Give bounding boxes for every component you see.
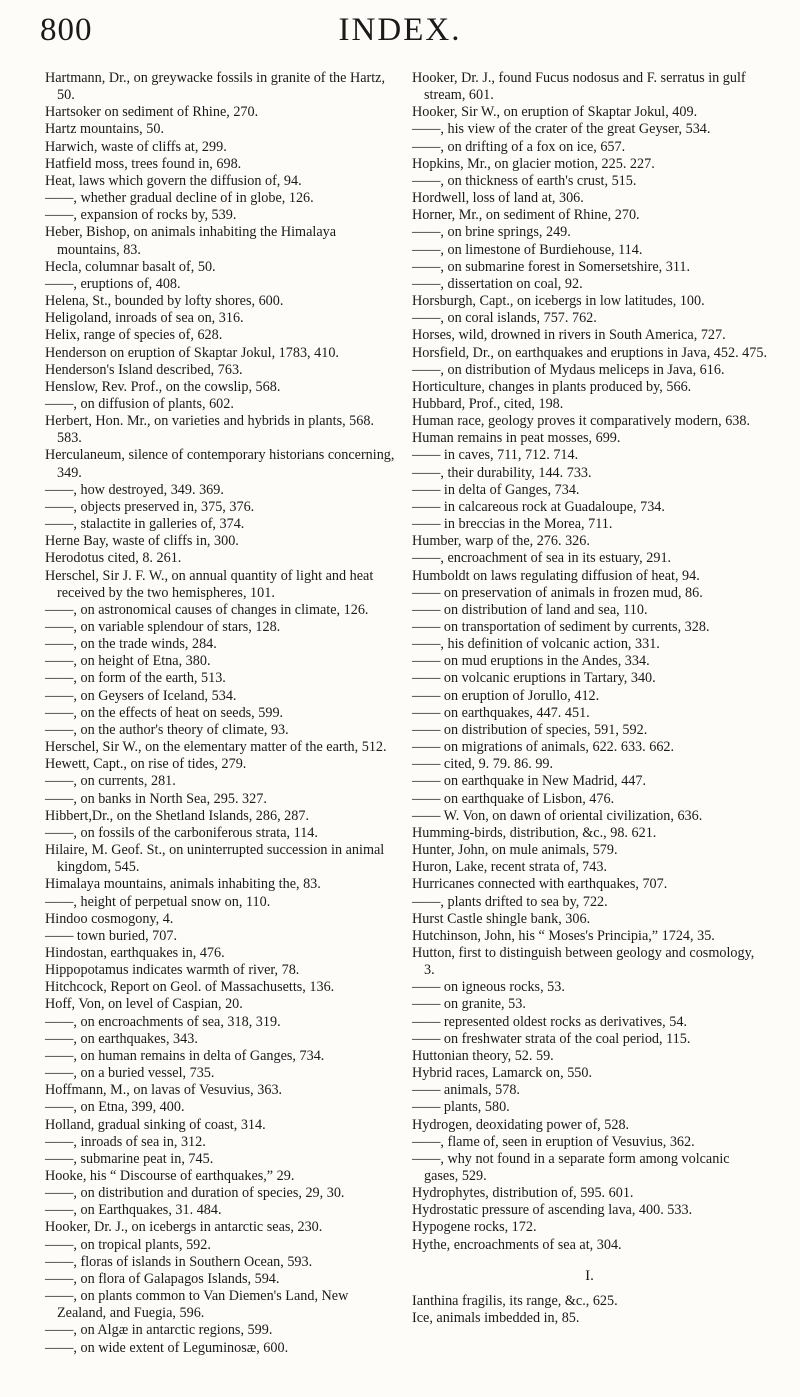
index-entry: Hydrostatic pressure of ascending lava, 400. 533.	[412, 1202, 693, 1219]
index-entry: ——, on the trade winds, 284.	[45, 636, 217, 653]
index-entry: Herodotus cited, 8. 261.	[45, 550, 182, 567]
section-letter: I.	[585, 1267, 594, 1284]
page-number: 800	[40, 12, 93, 48]
index-entry: —— in delta of Ganges, 734.	[412, 481, 580, 498]
index-entry: Hartmann, Dr., on greywacke fossils in granite of the Hartz, 50.	[45, 70, 386, 104]
index-entry: ——, on a buried vessel, 735.	[45, 1065, 215, 1082]
index-entry: Herschel, Sir W., on the elementary matter of the earth, 512.	[45, 739, 387, 756]
index-entry: Heligoland, inroads of sea on, 316.	[45, 310, 244, 327]
index-entry: Hurst Castle shingle bank, 306.	[412, 910, 591, 927]
right-column-entries	[412, 70, 767, 1254]
index-entry: ——, on variable splendour of stars, 128.	[45, 619, 281, 635]
index-entry: ——, on banks in North Sea, 295. 327.	[45, 790, 267, 807]
index-entry: —— represented oldest rocks as derivatives, 54.	[412, 1013, 688, 1030]
index-entry: Hordwell, loss of land at, 306.	[412, 190, 584, 207]
index-entry: Humboldt on laws regulating diffusion of heat, 94.	[412, 567, 700, 584]
index-entry: Horsfield, Dr., on earthquakes and eruptions in Java, 452. 475.	[412, 344, 768, 361]
index-entry: Herbert, Hon. Mr., on varieties and hybrids in plants, 568. 583.	[45, 413, 375, 447]
index-entry: ——, floras of islands in Southern Ocean, 593.	[45, 1253, 313, 1270]
index-entry: ——, on plants common to Van Diemen's Land, New Zealand, and Fuegia, 596.	[45, 1288, 349, 1322]
page-header	[40, 12, 760, 52]
index-entry: —— W. Von, on dawn of oriental civilization, 636.	[412, 807, 703, 824]
index-entry: Henderson's Island described, 763.	[45, 361, 243, 378]
index-entry: Harwich, waste of cliffs at, 299.	[45, 138, 227, 155]
index-entry: Hydrogen, deoxidating power of, 528.	[412, 1116, 630, 1133]
index-entry: Humber, warp of the, 276. 326.	[412, 533, 590, 550]
index-entry: Hooker, Dr. J., on icebergs in antarctic seas, 230.	[45, 1219, 323, 1236]
index-entry: Hoffmann, M., on lavas of Vesuvius, 363.	[45, 1082, 283, 1099]
index-entry: ——, how destroyed, 349. 369.	[45, 481, 224, 498]
index-entry: —— in calcareous rock at Guadaloupe, 734.	[412, 498, 665, 515]
index-entry: ——, on height of Etna, 380.	[45, 653, 211, 670]
index-entry: Hibbert,Dr., on the Shetland Islands, 286, 287.	[45, 807, 310, 824]
index-entry: Heat, laws which govern the diffusion of, 94.	[45, 172, 302, 189]
index-entry: Helena, St., bounded by lofty shores, 600.	[45, 293, 284, 310]
index-entry: Human remains in peat mosses, 699.	[412, 430, 621, 447]
index-entry: Hooker, Sir W., on eruption of Skaptar Jokul, 409.	[412, 104, 698, 121]
index-entry: Hooker, Dr. J., found Fucus nodosus and F. serratus in gulf stream, 601.	[412, 70, 746, 104]
index-entry: Hubbard, Prof., cited, 198.	[412, 395, 564, 412]
index-entry: ——, their durability, 144. 733.	[412, 464, 592, 481]
index-entry: —— in caves, 711, 712. 714.	[412, 447, 579, 464]
index-entry: Ianthina fragilis, its range, &c., 625.	[412, 1292, 618, 1309]
index-entry: Horses, wild, drowned in rivers in South America, 727.	[412, 327, 726, 344]
index-entry: Ice, animals imbedded in, 85.	[412, 1310, 580, 1327]
index-entry: ——, expansion of rocks by, 539.	[45, 207, 237, 224]
index-entry: ——, on currents, 281.	[45, 773, 176, 790]
index-entry: —— animals, 578.	[412, 1082, 520, 1099]
index-entry: Holland, gradual sinking of coast, 314.	[45, 1116, 266, 1133]
index-entry: ——, dissertation on coal, 92.	[412, 275, 583, 292]
index-entry: —— on distribution of land and sea, 110.	[412, 601, 648, 618]
index-entry: ——, on earthquakes, 343.	[45, 1030, 198, 1047]
index-entry: —— on volcanic eruptions in Tartary, 340.	[412, 670, 656, 687]
index-entry: —— on transportation of sediment by currents, 328.	[412, 619, 710, 635]
index-entry: Hecla, columnar basalt of, 50.	[45, 258, 216, 275]
index-entry: ——, encroachment of sea in its estuary, 291.	[412, 550, 672, 567]
index-entry: ——, on encroachments of sea, 318, 319.	[45, 1013, 281, 1030]
index-entry: ——, on astronomical causes of changes in climate, 126.	[45, 601, 369, 618]
index-entry: ——, submarine peat in, 745.	[45, 1150, 214, 1167]
index-entry: ——, stalactite in galleries of, 374.	[45, 516, 245, 533]
index-entry: —— on freshwater strata of the coal period, 115.	[412, 1030, 691, 1047]
index-entry: ——, on Geysers of Iceland, 534.	[45, 687, 237, 704]
index-entry: ——, whether gradual decline of in globe, 126.	[45, 190, 314, 207]
index-entry: ——, on human remains in delta of Ganges, 734.	[45, 1047, 325, 1064]
index-entry: Hilaire, M. Geof. St., on uninterrupted succession in animal kingdom, 545.	[45, 842, 385, 876]
index-entry: Human race, geology proves it comparatively modern, 638.	[412, 413, 751, 430]
index-entry: ——, why not found in a separate form among volcanic gases, 529.	[412, 1150, 730, 1184]
index-entry: Hopkins, Mr., on glacier motion, 225. 227.	[412, 155, 655, 172]
index-entry: ——, flame of, seen in eruption of Vesuvius, 362.	[412, 1133, 695, 1150]
index-entry: —— on granite, 53.	[412, 996, 526, 1013]
index-entry: Hartz mountains, 50.	[45, 121, 164, 138]
index-entry: Horner, Mr., on sediment of Rhine, 270.	[412, 207, 640, 224]
index-entry: Henderson on eruption of Skaptar Jokul, 1783, 410.	[45, 344, 339, 361]
index-entry: Hewett, Capt., on rise of tides, 279.	[45, 756, 247, 773]
index-entry: Hythe, encroachments of sea at, 304.	[412, 1236, 622, 1253]
index-entry: Hurricanes connected with earthquakes, 707.	[412, 876, 668, 893]
index-entry: ——, on limestone of Burdiehouse, 114.	[412, 241, 643, 258]
index-entry: ——, on fossils of the carboniferous strata, 114.	[45, 824, 318, 841]
index-column-right	[412, 70, 767, 1327]
index-entry: ——, on drifting of a fox on ice, 657.	[412, 138, 626, 155]
index-entry: —— town buried, 707.	[45, 927, 178, 944]
index-entry: Huron, Lake, recent strata of, 743.	[412, 859, 608, 876]
index-entry: Hutton, first to distinguish between geology and cosmology, 3.	[412, 944, 755, 979]
index-entry: —— on eruption of Jorullo, 412.	[412, 687, 600, 704]
index-entry: Hybrid races, Lamarck on, 550.	[412, 1065, 593, 1082]
index-entry: Herne Bay, waste of cliffs in, 300.	[45, 533, 239, 550]
index-entry: ——, on tropical plants, 592.	[45, 1236, 211, 1253]
index-entry: ——, on flora of Galapagos Islands, 594.	[45, 1270, 280, 1287]
index-entry: ——, plants drifted to sea by, 722.	[412, 893, 608, 910]
index-entry: —— cited, 9. 79. 86. 99.	[412, 756, 554, 773]
index-entry: —— in breccias in the Morea, 711.	[412, 516, 613, 533]
index-entry: —— on earthquake of Lisbon, 476.	[412, 790, 615, 807]
index-entry: Humming-birds, distribution, &c., 98. 621.	[412, 824, 657, 841]
index-entry: ——, on Algæ in antarctic regions, 599.	[45, 1322, 273, 1339]
index-entry: Hatfield moss, trees found in, 698.	[45, 155, 242, 172]
index-entry: —— on earthquakes, 447. 451.	[412, 704, 590, 721]
index-entry: ——, eruptions of, 408.	[45, 275, 181, 292]
index-entry: Hydrophytes, distribution of, 595. 601.	[412, 1185, 634, 1202]
index-entry: ——, his definition of volcanic action, 331.	[412, 636, 660, 653]
index-entry: —— on migrations of animals, 622. 633. 662.	[412, 739, 675, 756]
index-entry: Hutchinson, John, his “ Moses's Principia,” 1724, 35.	[412, 927, 715, 944]
index-entry: Hippopotamus indicates warmth of river, 78.	[45, 962, 300, 979]
index-entry: ——, on diffusion of plants, 602.	[45, 395, 234, 412]
index-entry: Himalaya mountains, animals inhabiting the, 83.	[45, 876, 321, 893]
index-entry: ——, on distribution and duration of species, 29, 30.	[45, 1185, 345, 1202]
section-entries	[412, 1293, 767, 1327]
index-entry: ——, on distribution of Mydaus meliceps in Java, 616.	[412, 361, 725, 378]
index-entry: ——, on the author's theory of climate, 93.	[45, 721, 289, 738]
index-entry: Helix, range of species of, 628.	[45, 327, 223, 344]
index-entry: ——, on the effects of heat on seeds, 599.	[45, 704, 284, 721]
index-entry: —— on distribution of species, 591, 592.	[412, 721, 648, 738]
index-entry: Hooke, his “ Discourse of earthquakes,” 29.	[45, 1168, 295, 1184]
index-entry: ——, inroads of sea in, 312.	[45, 1133, 206, 1150]
index-entry: ——, on thickness of earth's crust, 515.	[412, 172, 637, 189]
index-entry: Hoff, Von, on level of Caspian, 20.	[45, 996, 243, 1013]
index-entry: Horticulture, changes in plants produced by, 566.	[412, 378, 692, 395]
index-entry: Hindoo cosmogony, 4.	[45, 910, 174, 927]
index-entry: —— on igneous rocks, 53.	[412, 979, 565, 996]
index-entry: Huttonian theory, 52. 59.	[412, 1047, 554, 1064]
index-entry: Hindostan, earthquakes in, 476.	[45, 944, 225, 961]
index-entry: Heber, Bishop, on animals inhabiting the Himalaya mountains, 83.	[45, 224, 337, 258]
index-entry: Hitchcock, Report on Geol. of Massachusetts, 136.	[45, 979, 335, 996]
index-entry: Herculaneum, silence of contemporary historians concerning, 349.	[45, 447, 395, 481]
index-entry: ——, on wide extent of Leguminosæ, 600.	[45, 1339, 289, 1356]
index-entry: ——, on Etna, 399, 400.	[45, 1099, 185, 1116]
index-entry: —— plants, 580.	[412, 1099, 510, 1116]
index-entry: Henslow, Rev. Prof., on the cowslip, 568.	[45, 378, 281, 395]
index-entry: ——, on submarine forest in Somersetshire, 311.	[412, 258, 691, 275]
index-entry: ——, on brine springs, 249.	[412, 224, 571, 241]
index-entry: ——, his view of the crater of the great Geyser, 534.	[412, 121, 711, 138]
index-entry: Hartsoker on sediment of Rhine, 270.	[45, 104, 259, 121]
index-entry: ——, on form of the earth, 513.	[45, 670, 226, 687]
index-entry: —— on preservation of animals in frozen mud, 86.	[412, 584, 703, 601]
index-entry: ——, objects preserved in, 375, 376.	[45, 498, 255, 515]
index-entry: ——, on coral islands, 757. 762.	[412, 310, 597, 327]
index-entry: ——, height of perpetual snow on, 110.	[45, 893, 271, 910]
index-column-left	[45, 70, 400, 1357]
index-entry: Horsburgh, Capt., on icebergs in low latitudes, 100.	[412, 293, 705, 310]
index-entry: Hunter, John, on mule animals, 579.	[412, 842, 618, 859]
index-entry: Herschel, Sir J. F. W., on annual quantity of light and heat received by the two hemispheres, 101.	[45, 567, 374, 601]
index-entry: ——, on Earthquakes, 31. 484.	[45, 1202, 222, 1219]
index-entry: —— on earthquake in New Madrid, 447.	[412, 773, 647, 790]
index-entry: —— on mud eruptions in the Andes, 334.	[412, 653, 650, 670]
page-title: INDEX.	[338, 12, 462, 48]
index-entry: Hypogene rocks, 172.	[412, 1219, 537, 1236]
